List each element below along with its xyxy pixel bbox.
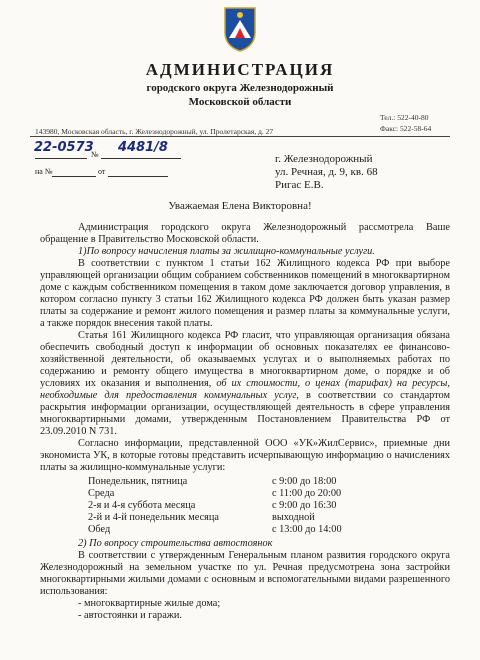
recipient-city: г. Железнодорожный (275, 153, 373, 165)
schedule-row (88, 488, 378, 500)
org-subtitle-2: Московской области (188, 96, 292, 108)
reception-schedule (88, 476, 378, 536)
section-1-title: 1)По вопросу начисления платы за жилищно-коммунальные услуги. (78, 246, 375, 257)
section-2-title: 2) По вопросу строительства автостоянок (78, 538, 273, 549)
schedule-days: Среда (88, 488, 115, 499)
schedule-time: с 9:00 до 16:30 (272, 500, 337, 511)
org-address: 143980, Московская область, г. Железнодорожный, ул. Пролетарская, д. 27 (35, 127, 274, 136)
recipient-street: ул. Речная, д. 9, кв. 68 (275, 166, 378, 178)
paragraph-1: В соответствии с пунктом 1 статьи 162 Жилищного кодекса РФ при выборе управляющей организации общим собранием собственников помещений в многоквартирном доме с каждым собственником помещения в таком доме заключается договор управления, в котором согласно пункту 3 статьи 162 Жилищного кодекса РФ должен быть указан размер платы за содержание и ремонт жилого помещения и размер платы за коммунальные услуги, а также порядок внесения такой платы. (40, 258, 450, 329)
list-item: - автостоянки и гаражи. (78, 610, 182, 621)
org-title: АДМИНИСТРАЦИЯ (145, 60, 335, 79)
schedule-row (88, 524, 378, 536)
handwritten-ref-number: 22-0573 (34, 140, 94, 155)
schedule-time: с 9:00 до 18:00 (272, 476, 337, 487)
schedule-time: выходной (272, 512, 315, 523)
schedule-time: с 11:00 до 20:00 (272, 488, 342, 499)
from-label: от (98, 167, 106, 176)
schedule-days: 2-й и 4-й понедельник месяца (88, 512, 219, 523)
on-number-line (52, 167, 96, 177)
schedule-days: Понедельник, пятница (88, 476, 188, 487)
from-line (108, 167, 168, 177)
recipient-name: Ригас Е.В. (275, 179, 324, 191)
coat-of-arms-icon (223, 6, 257, 52)
divider (30, 136, 450, 137)
phone-number: Тел.: 522-40-80 (380, 113, 429, 122)
list-item: - многоквартирные жилые дома; (78, 598, 221, 609)
letter-body (40, 222, 450, 474)
schedule-row (88, 500, 378, 512)
schedule-days: Обед (88, 524, 111, 535)
org-subtitle-1: городского округа Железнодорожный (146, 82, 334, 94)
greeting: Уважаемая Елена Викторовна! (168, 200, 312, 212)
intro-paragraph: Администрация городского округа Железнодорожный рассмотрела Ваше обращение в Правительство Московской области. (40, 222, 450, 245)
schedule-time: с 13:00 до 14:00 (272, 524, 342, 535)
paragraph-2-end: в соответствии со стандартом раскрытия информации организации, осуществляющей деятельность в сфере управления многоквартирными домами, утвержденным Постановлением Правительства РФ от 23.09.2010 N 731. (40, 390, 450, 437)
paragraph-2-start: Статья 161 Жилищного кодекса РФ гласит, что управляющая организация обязана обеспечить свободный доступ к информации об основных показателях ее финансово-хозяйственной деятельности, об оказываемых услугах и о выполняемых работах по содержанию и ремонту общего имущества в многоквартирном доме, о порядке и об условиях их оказания и выполнения, (40, 330, 450, 389)
schedule-row (88, 476, 378, 488)
fax-number: Факс: 522-58-64 (380, 124, 432, 133)
paragraph-3: Согласно информации, представленной ООО «УК»ЖилСервис», приемные дни экономиста УК, в которые готовы представить исчерпывающую информацию о начислениях платы за жилищно-коммунальные услуги: (40, 438, 450, 473)
schedule-days: 2-я и 4-я суббота месяца (88, 500, 196, 511)
on-number-label: на № (35, 167, 53, 176)
number-label: № (91, 150, 99, 159)
paragraph-2 (40, 330, 450, 438)
paragraph-2-italic: об их стоимости, о ценах (тарифах) на ресурсы, необходимые для предоставления коммунальных услуг, (40, 378, 450, 401)
letter-body-continued (40, 538, 450, 622)
handwritten-ref-number-2: 4481/8 (118, 140, 168, 155)
schedule-row (88, 512, 378, 524)
paragraph-4: В соответствии с утвержденным Генеральным планом развития городского округа Железнодорожный на земельном участке по ул. Речная предусмотрена зона застройки многоквартирными жилыми домами с основным и вспомогательными видами разрешенного использования: (40, 550, 450, 597)
